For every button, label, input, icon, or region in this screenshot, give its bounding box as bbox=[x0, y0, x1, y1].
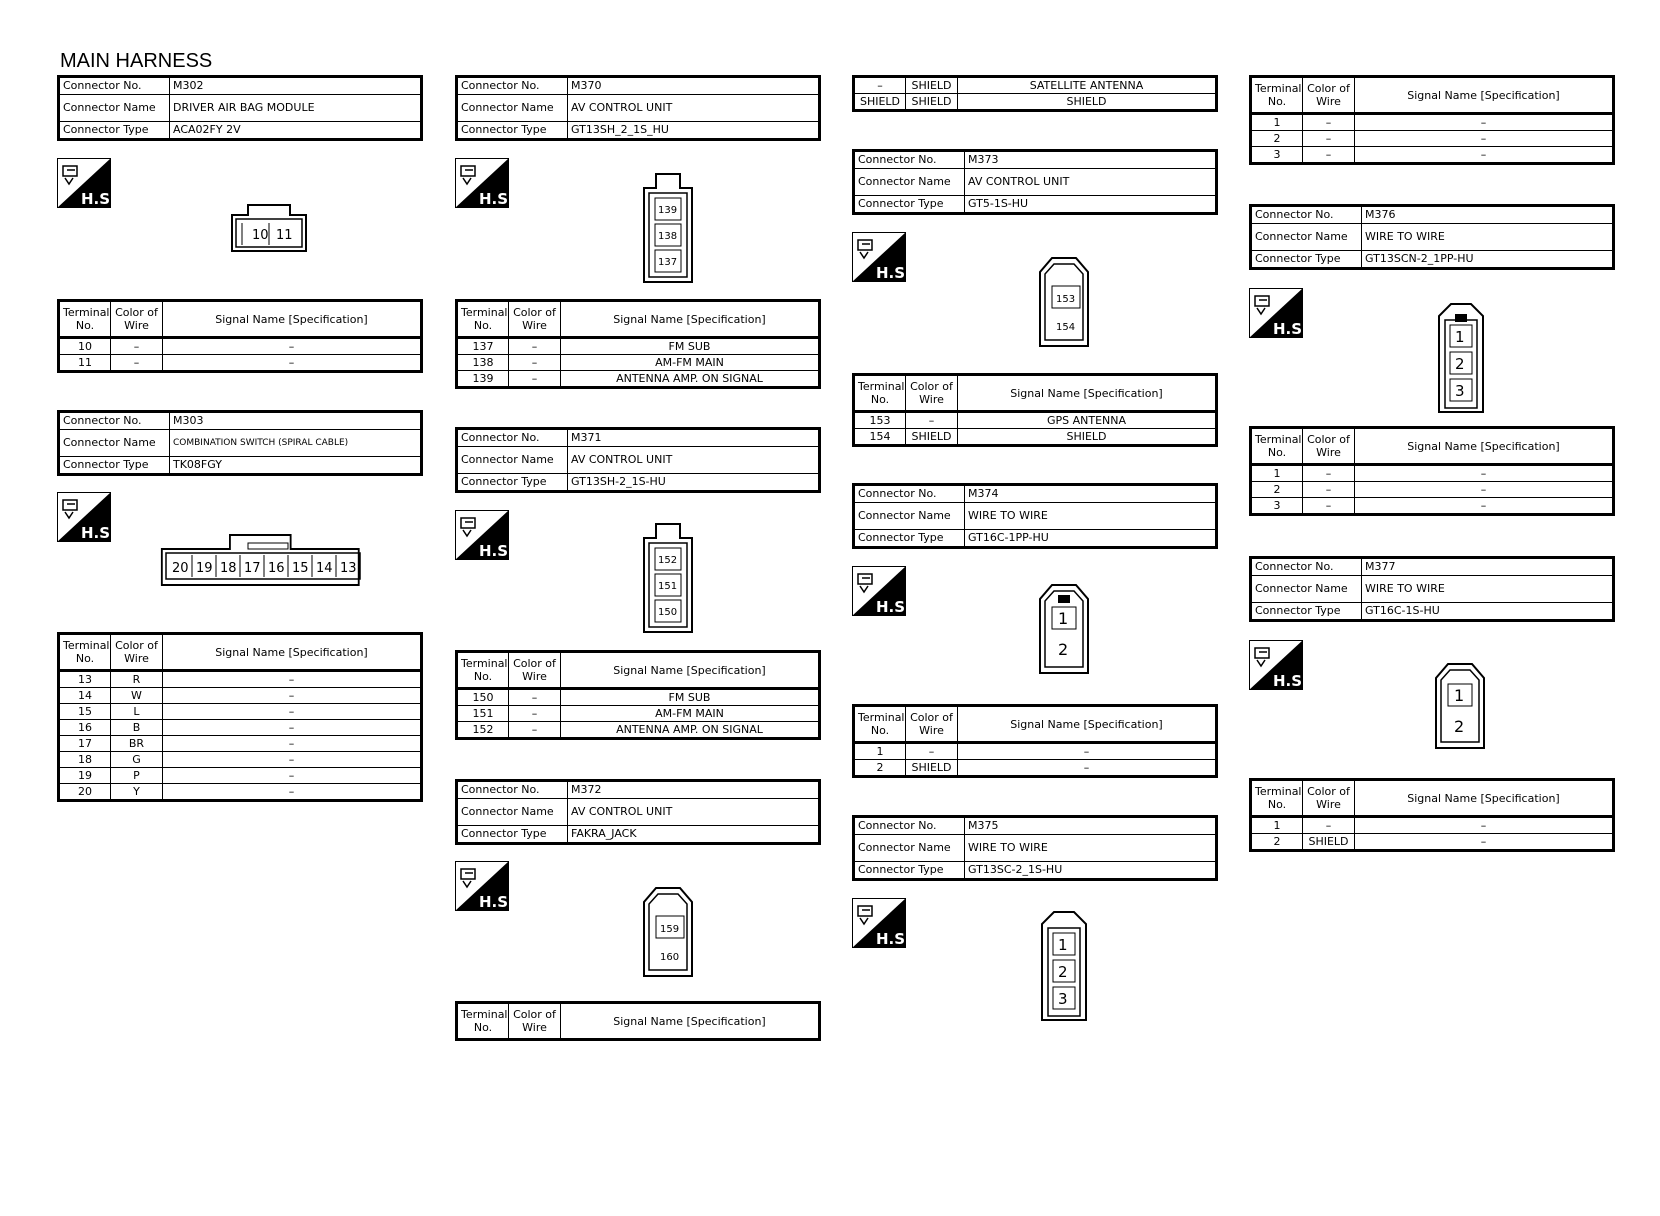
hs-label: H.S. bbox=[1273, 672, 1308, 690]
table-row bbox=[59, 720, 422, 736]
signal-cell: – bbox=[1355, 498, 1614, 515]
connector-name-value: AV CONTROL UNIT bbox=[568, 447, 820, 474]
table-row bbox=[59, 704, 422, 720]
table-row bbox=[457, 706, 820, 722]
terminal-table-m376 bbox=[1249, 426, 1615, 516]
signal-cell: ANTENNA AMP. ON SIGNAL bbox=[561, 371, 820, 388]
pin-label: 13 bbox=[340, 561, 357, 576]
terminal-cell: 137 bbox=[457, 338, 509, 355]
header-signal-name: Signal Name [Specification] bbox=[958, 706, 1217, 743]
hs-label: H.S. bbox=[479, 190, 514, 208]
connector-type-value: GT13SH-2_1S-HU bbox=[568, 474, 820, 492]
hs-icon bbox=[455, 158, 514, 208]
table-row bbox=[59, 355, 422, 372]
header-terminal-no: Terminal No. bbox=[457, 652, 509, 689]
connector-type-value: GT16C-1PP-HU bbox=[965, 530, 1217, 548]
label-connector-no: Connector No. bbox=[854, 485, 965, 503]
terminal-cell: 1 bbox=[1251, 465, 1303, 482]
terminal-cell: 2 bbox=[1251, 131, 1303, 147]
terminal-cell: 138 bbox=[457, 355, 509, 371]
label-connector-name: Connector Name bbox=[59, 430, 170, 457]
connector-name-value: WIRE TO WIRE bbox=[1362, 224, 1614, 251]
table-row bbox=[457, 722, 820, 739]
header-color-of-wire: Color of Wire bbox=[906, 706, 958, 743]
pin-label: 20 bbox=[172, 561, 189, 576]
header-terminal-no: Terminal No. bbox=[457, 301, 509, 338]
label-connector-no: Connector No. bbox=[457, 429, 568, 447]
header-signal-name: Signal Name [Specification] bbox=[958, 375, 1217, 412]
signal-cell: – bbox=[163, 752, 422, 768]
pin-label: 2 bbox=[1058, 963, 1068, 981]
table-row bbox=[457, 371, 820, 388]
hs-icon bbox=[455, 510, 514, 560]
terminal-cell: 14 bbox=[59, 688, 111, 704]
label-connector-no: Connector No. bbox=[457, 781, 568, 799]
terminal-cell: 15 bbox=[59, 704, 111, 720]
hs-icon bbox=[852, 898, 911, 948]
header-terminal-no: Terminal No. bbox=[59, 634, 111, 671]
hs-icon bbox=[1249, 288, 1308, 338]
label-connector-type: Connector Type bbox=[854, 862, 965, 880]
signal-cell: – bbox=[1355, 131, 1614, 147]
table-row bbox=[457, 355, 820, 371]
table-row bbox=[1251, 465, 1614, 482]
connector-name-value: COMBINATION SWITCH (SPIRAL CABLE) bbox=[170, 430, 422, 457]
signal-cell: – bbox=[1355, 834, 1614, 851]
label-connector-name: Connector Name bbox=[854, 169, 965, 196]
label-connector-no: Connector No. bbox=[854, 151, 965, 169]
connector-info-m371 bbox=[455, 427, 821, 493]
hs-icon bbox=[455, 861, 514, 911]
connector-type-value: GT13SH_2_1S_HU bbox=[568, 122, 820, 140]
color-cell: BR bbox=[111, 736, 163, 752]
table-row bbox=[59, 736, 422, 752]
terminal-table-m373 bbox=[852, 373, 1218, 447]
color-cell: SHIELD bbox=[906, 77, 958, 94]
pin-label: 14 bbox=[316, 561, 333, 576]
terminal-table-m372 bbox=[455, 1001, 821, 1041]
terminal-cell: 1 bbox=[1251, 817, 1303, 834]
label-connector-no: Connector No. bbox=[854, 817, 965, 835]
label-connector-name: Connector Name bbox=[1251, 576, 1362, 603]
connector-no-value: M377 bbox=[1362, 558, 1614, 576]
hs-label: H.S. bbox=[81, 190, 116, 208]
signal-cell: AM-FM MAIN bbox=[561, 355, 820, 371]
connector-name-value: AV CONTROL UNIT bbox=[568, 799, 820, 826]
connector-type-value: GT13SCN-2_1PP-HU bbox=[1362, 251, 1614, 269]
signal-cell: FM SUB bbox=[561, 689, 820, 706]
pin-label: 1 bbox=[1454, 686, 1465, 705]
pin-label: 10 bbox=[252, 228, 269, 243]
header-signal-name: Signal Name [Specification] bbox=[163, 301, 422, 338]
color-cell: L bbox=[111, 704, 163, 720]
connector-face-m377 bbox=[1434, 662, 1486, 754]
signal-cell: SATELLITE ANTENNA bbox=[958, 77, 1217, 94]
table-row bbox=[1251, 482, 1614, 498]
color-cell: – bbox=[1303, 147, 1355, 164]
label-connector-type: Connector Type bbox=[457, 826, 568, 844]
header-color-of-wire: Color of Wire bbox=[111, 301, 163, 338]
color-cell: – bbox=[1303, 482, 1355, 498]
color-cell: – bbox=[509, 371, 561, 388]
terminal-cell: 151 bbox=[457, 706, 509, 722]
pin-label: 17 bbox=[244, 561, 261, 576]
terminal-table-m375 bbox=[1249, 75, 1615, 165]
header-color-of-wire: Color of Wire bbox=[509, 301, 561, 338]
signal-cell: SHIELD bbox=[958, 429, 1217, 446]
connector-type-value: GT16C-1S-HU bbox=[1362, 603, 1614, 621]
table-row bbox=[1251, 498, 1614, 515]
connector-name-value: WIRE TO WIRE bbox=[1362, 576, 1614, 603]
terminal-cell: 17 bbox=[59, 736, 111, 752]
color-cell: – bbox=[1303, 498, 1355, 515]
pin-label: 3 bbox=[1058, 990, 1068, 1008]
table-row bbox=[1251, 817, 1614, 834]
label-connector-no: Connector No. bbox=[457, 77, 568, 95]
hs-label: H.S. bbox=[876, 930, 911, 948]
header-terminal-no: Terminal No. bbox=[457, 1003, 509, 1040]
hs-icon bbox=[57, 158, 116, 208]
pin-label: 139 bbox=[658, 205, 678, 216]
header-terminal-no: Terminal No. bbox=[1251, 77, 1303, 114]
header-signal-name: Signal Name [Specification] bbox=[163, 634, 422, 671]
connector-face-m371 bbox=[642, 522, 694, 638]
signal-cell: – bbox=[163, 671, 422, 688]
connector-face-m375 bbox=[1040, 910, 1090, 1026]
pin-label: 1 bbox=[1058, 609, 1069, 628]
terminal-cell: 2 bbox=[1251, 482, 1303, 498]
table-row bbox=[854, 760, 1217, 777]
label-connector-name: Connector Name bbox=[59, 95, 170, 122]
color-cell: – bbox=[509, 722, 561, 739]
connector-info-m376 bbox=[1249, 204, 1615, 270]
label-connector-name: Connector Name bbox=[457, 799, 568, 826]
label-connector-name: Connector Name bbox=[457, 95, 568, 122]
pin-label: 1 bbox=[1058, 936, 1068, 954]
connector-name-value: DRIVER AIR BAG MODULE bbox=[170, 95, 422, 122]
pin-label: 11 bbox=[276, 228, 293, 243]
hs-label: H.S. bbox=[81, 524, 116, 542]
pin-label: 18 bbox=[220, 561, 237, 576]
connector-info-m372 bbox=[455, 779, 821, 845]
signal-cell: SHIELD bbox=[958, 94, 1217, 111]
terminal-cell: 19 bbox=[59, 768, 111, 784]
connector-face-m372 bbox=[642, 886, 694, 982]
terminal-table-m377 bbox=[1249, 778, 1615, 852]
header-signal-name: Signal Name [Specification] bbox=[1355, 428, 1614, 465]
hs-label: H.S. bbox=[876, 264, 911, 282]
connector-type-value: TK08FGY bbox=[170, 457, 422, 475]
label-connector-no: Connector No. bbox=[59, 412, 170, 430]
hs-icon bbox=[852, 232, 911, 282]
connector-type-value: GT5-1S-HU bbox=[965, 196, 1217, 214]
connector-no-value: M302 bbox=[170, 77, 422, 95]
table-row bbox=[1251, 834, 1614, 851]
label-connector-type: Connector Type bbox=[457, 122, 568, 140]
pin-label: 15 bbox=[292, 561, 309, 576]
color-cell: – bbox=[1303, 817, 1355, 834]
hs-label: H.S. bbox=[1273, 320, 1308, 338]
label-connector-no: Connector No. bbox=[59, 77, 170, 95]
terminal-table-m374 bbox=[852, 704, 1218, 778]
connector-info-m377 bbox=[1249, 556, 1615, 622]
connector-no-value: M370 bbox=[568, 77, 820, 95]
label-connector-type: Connector Type bbox=[854, 196, 965, 214]
label-connector-type: Connector Type bbox=[457, 474, 568, 492]
pin-label: 138 bbox=[658, 231, 678, 242]
signal-cell: FM SUB bbox=[561, 338, 820, 355]
table-row bbox=[59, 752, 422, 768]
signal-cell: – bbox=[163, 688, 422, 704]
connector-type-value: FAKRA_JACK bbox=[568, 826, 820, 844]
connector-name-value: AV CONTROL UNIT bbox=[568, 95, 820, 122]
signal-cell: – bbox=[163, 704, 422, 720]
connector-no-value: M303 bbox=[170, 412, 422, 430]
color-cell: – bbox=[509, 689, 561, 706]
terminal-table-m370 bbox=[455, 299, 821, 389]
connector-no-value: M374 bbox=[965, 485, 1217, 503]
signal-cell: – bbox=[163, 768, 422, 784]
pin-label: 151 bbox=[658, 581, 678, 592]
terminal-cell: 13 bbox=[59, 671, 111, 688]
header-terminal-no: Terminal No. bbox=[854, 375, 906, 412]
pin-label: 3 bbox=[1455, 382, 1465, 400]
table-row bbox=[59, 688, 422, 704]
terminal-table-m371 bbox=[455, 650, 821, 740]
table-row bbox=[457, 689, 820, 706]
connector-face-m373 bbox=[1038, 256, 1090, 352]
pin-label: 16 bbox=[268, 561, 285, 576]
header-signal-name: Signal Name [Specification] bbox=[561, 1003, 820, 1040]
hs-icon bbox=[57, 492, 116, 542]
color-cell: – bbox=[1303, 131, 1355, 147]
signal-cell: – bbox=[1355, 147, 1614, 164]
connector-face-m370 bbox=[642, 172, 694, 288]
header-terminal-no: Terminal No. bbox=[854, 706, 906, 743]
terminal-cell: 153 bbox=[854, 412, 906, 429]
connector-info-m370 bbox=[455, 75, 821, 141]
header-signal-name: Signal Name [Specification] bbox=[561, 652, 820, 689]
hs-label: H.S. bbox=[479, 542, 514, 560]
color-cell: – bbox=[509, 706, 561, 722]
pin-label: 154 bbox=[1056, 322, 1076, 333]
header-terminal-no: Terminal No. bbox=[59, 301, 111, 338]
pin-label: 19 bbox=[196, 561, 213, 576]
table-row bbox=[854, 412, 1217, 429]
table-row bbox=[854, 77, 1217, 94]
connector-face-m302 bbox=[230, 203, 310, 257]
header-signal-name: Signal Name [Specification] bbox=[1355, 77, 1614, 114]
color-cell: – bbox=[509, 338, 561, 355]
connector-type-value: GT13SC-2_1S-HU bbox=[965, 862, 1217, 880]
pin-label: 150 bbox=[658, 607, 678, 618]
signal-cell: – bbox=[1355, 465, 1614, 482]
terminal-table-m303 bbox=[57, 632, 423, 802]
pin-label: 152 bbox=[658, 555, 678, 566]
label-connector-type: Connector Type bbox=[59, 122, 170, 140]
terminal-cell: 18 bbox=[59, 752, 111, 768]
color-cell: SHIELD bbox=[906, 429, 958, 446]
color-cell: W bbox=[111, 688, 163, 704]
terminal-cell: 10 bbox=[59, 338, 111, 355]
signal-cell: – bbox=[1355, 482, 1614, 498]
color-cell: P bbox=[111, 768, 163, 784]
color-cell: SHIELD bbox=[906, 760, 958, 777]
label-connector-name: Connector Name bbox=[1251, 224, 1362, 251]
table-row bbox=[1251, 147, 1614, 164]
terminal-cell: 2 bbox=[1251, 834, 1303, 851]
table-row bbox=[59, 768, 422, 784]
terminal-cell: 154 bbox=[854, 429, 906, 446]
label-connector-type: Connector Type bbox=[854, 530, 965, 548]
header-signal-name: Signal Name [Specification] bbox=[561, 301, 820, 338]
connector-no-value: M371 bbox=[568, 429, 820, 447]
pin-label: 153 bbox=[1056, 294, 1076, 305]
terminal-cell: 2 bbox=[854, 760, 906, 777]
terminal-cell: SHIELD bbox=[854, 94, 906, 111]
label-connector-no: Connector No. bbox=[1251, 206, 1362, 224]
color-cell: B bbox=[111, 720, 163, 736]
terminal-cell: 20 bbox=[59, 784, 111, 801]
hs-icon bbox=[852, 566, 911, 616]
signal-cell: – bbox=[958, 743, 1217, 760]
connector-info-m374 bbox=[852, 483, 1218, 549]
label-connector-name: Connector Name bbox=[854, 835, 965, 862]
color-cell: – bbox=[906, 412, 958, 429]
signal-cell: ANTENNA AMP. ON SIGNAL bbox=[561, 722, 820, 739]
signal-cell: – bbox=[163, 736, 422, 752]
terminal-cell: 139 bbox=[457, 371, 509, 388]
header-terminal-no: Terminal No. bbox=[1251, 780, 1303, 817]
table-row bbox=[59, 338, 422, 355]
terminal-cell: – bbox=[854, 77, 906, 94]
connector-no-value: M376 bbox=[1362, 206, 1614, 224]
connector-info-m375 bbox=[852, 815, 1218, 881]
color-cell: – bbox=[111, 355, 163, 372]
color-cell: – bbox=[1303, 465, 1355, 482]
color-cell: Y bbox=[111, 784, 163, 801]
header-color-of-wire: Color of Wire bbox=[509, 652, 561, 689]
signal-cell: – bbox=[163, 784, 422, 801]
label-connector-type: Connector Type bbox=[59, 457, 170, 475]
connector-no-value: M373 bbox=[965, 151, 1217, 169]
connector-face-m303 bbox=[160, 533, 380, 591]
page-title: MAIN HARNESS bbox=[60, 50, 213, 72]
connector-no-value: M375 bbox=[965, 817, 1217, 835]
pin-label: 2 bbox=[1058, 640, 1069, 659]
hs-icon bbox=[1249, 640, 1308, 690]
terminal-cell: 3 bbox=[1251, 147, 1303, 164]
terminal-cell: 3 bbox=[1251, 498, 1303, 515]
color-cell: SHIELD bbox=[1303, 834, 1355, 851]
signal-cell: – bbox=[958, 760, 1217, 777]
terminal-cell: 152 bbox=[457, 722, 509, 739]
table-row bbox=[59, 784, 422, 801]
terminal-cell: 1 bbox=[854, 743, 906, 760]
pin-label: 2 bbox=[1455, 355, 1465, 373]
terminal-table-m302 bbox=[57, 299, 423, 373]
pin-label: 159 bbox=[660, 924, 680, 935]
header-color-of-wire: Color of Wire bbox=[906, 375, 958, 412]
hs-label: H.S. bbox=[479, 893, 514, 911]
label-connector-name: Connector Name bbox=[457, 447, 568, 474]
color-cell: SHIELD bbox=[906, 94, 958, 111]
label-connector-no: Connector No. bbox=[1251, 558, 1362, 576]
header-terminal-no: Terminal No. bbox=[1251, 428, 1303, 465]
color-cell: – bbox=[1303, 114, 1355, 131]
signal-cell: – bbox=[163, 338, 422, 355]
header-color-of-wire: Color of Wire bbox=[1303, 780, 1355, 817]
connector-info-m302 bbox=[57, 75, 423, 141]
connector-no-value: M372 bbox=[568, 781, 820, 799]
connector-name-value: AV CONTROL UNIT bbox=[965, 169, 1217, 196]
connector-name-value: WIRE TO WIRE bbox=[965, 835, 1217, 862]
header-color-of-wire: Color of Wire bbox=[509, 1003, 561, 1040]
connector-face-m376 bbox=[1437, 302, 1487, 418]
pin-label: 2 bbox=[1454, 717, 1465, 736]
terminal-cell: 11 bbox=[59, 355, 111, 372]
color-cell: – bbox=[111, 338, 163, 355]
pin-label: 1 bbox=[1455, 328, 1465, 346]
pin-label: 137 bbox=[658, 257, 678, 268]
connector-info-m303 bbox=[57, 410, 423, 476]
signal-cell: – bbox=[163, 720, 422, 736]
table-row bbox=[1251, 114, 1614, 131]
header-signal-name: Signal Name [Specification] bbox=[1355, 780, 1614, 817]
connector-type-value: ACA02FY 2V bbox=[170, 122, 422, 140]
label-connector-type: Connector Type bbox=[1251, 251, 1362, 269]
connector-name-value: WIRE TO WIRE bbox=[965, 503, 1217, 530]
signal-cell: GPS ANTENNA bbox=[958, 412, 1217, 429]
connector-info-m373 bbox=[852, 149, 1218, 215]
header-color-of-wire: Color of Wire bbox=[1303, 428, 1355, 465]
signal-cell: – bbox=[1355, 114, 1614, 131]
color-cell: – bbox=[906, 743, 958, 760]
terminal-cell: 150 bbox=[457, 689, 509, 706]
label-connector-type: Connector Type bbox=[1251, 603, 1362, 621]
header-color-of-wire: Color of Wire bbox=[111, 634, 163, 671]
table-row bbox=[854, 94, 1217, 111]
hs-label: H.S. bbox=[876, 598, 911, 616]
table-row bbox=[457, 338, 820, 355]
color-cell: G bbox=[111, 752, 163, 768]
header-color-of-wire: Color of Wire bbox=[1303, 77, 1355, 114]
pin-label: 160 bbox=[660, 952, 680, 963]
table-row bbox=[59, 671, 422, 688]
table-row bbox=[854, 429, 1217, 446]
connector-face-m374 bbox=[1038, 583, 1090, 679]
terminal-cell: 16 bbox=[59, 720, 111, 736]
signal-cell: AM-FM MAIN bbox=[561, 706, 820, 722]
label-connector-name: Connector Name bbox=[854, 503, 965, 530]
signal-cell: – bbox=[163, 355, 422, 372]
color-cell: R bbox=[111, 671, 163, 688]
color-cell: – bbox=[509, 355, 561, 371]
terminal-table-m372-cont bbox=[852, 75, 1218, 112]
terminal-cell: 1 bbox=[1251, 114, 1303, 131]
table-row bbox=[854, 743, 1217, 760]
table-row bbox=[1251, 131, 1614, 147]
signal-cell: – bbox=[1355, 817, 1614, 834]
